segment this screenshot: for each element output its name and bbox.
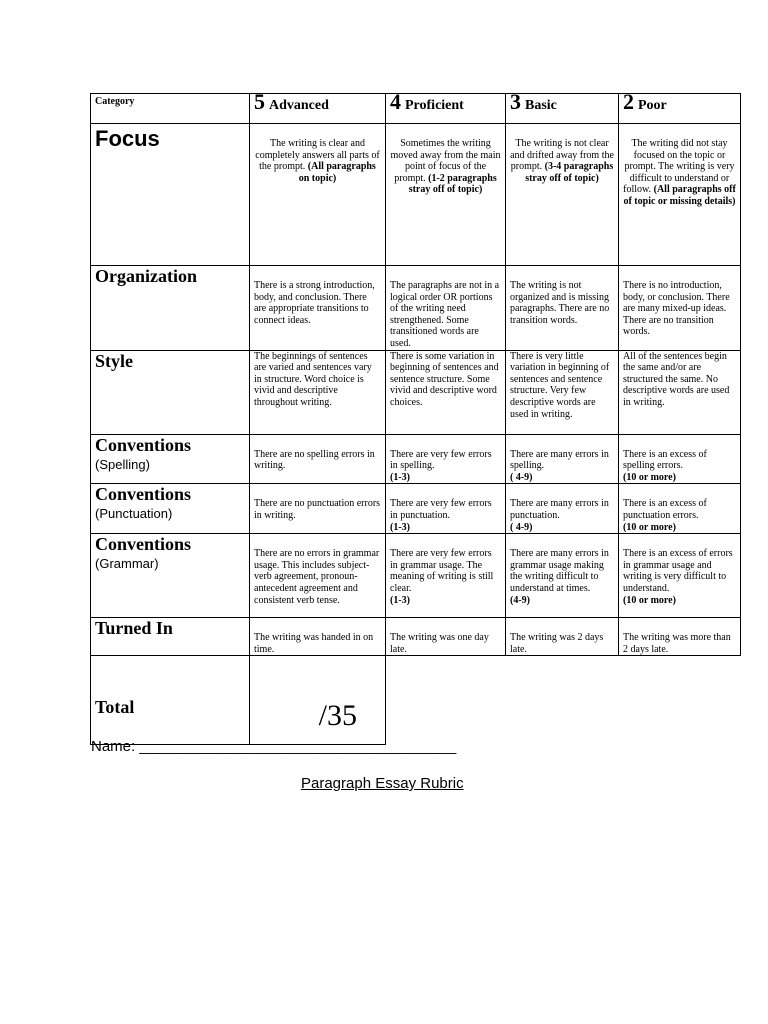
rubric-cell <box>250 124 386 266</box>
cell-text: There is an excess of errors in grammar usage and writing is very difficult to understand. <box>623 548 733 594</box>
rubric-cell <box>250 618 386 656</box>
rubric-cell <box>386 434 506 484</box>
empty-cell <box>386 656 506 745</box>
cell-text: There are no punctuation errors in writing. <box>254 498 381 521</box>
cell-text: There are many errors in grammar usage making the writing difficult to understand at times. <box>510 548 609 594</box>
cell-bold-text: (1-3) <box>390 471 410 483</box>
cell-text: There is some variation in beginning of sentences and sentence structure. Some vivid and descriptive word choices. <box>390 350 499 408</box>
cell-text: There are no spelling errors in writing. <box>254 448 375 472</box>
total-label-cell <box>91 656 250 745</box>
cell-bold-text: (10 or more) <box>623 594 676 606</box>
rubric-cell <box>619 350 741 434</box>
rubric-cell <box>619 124 741 266</box>
category-label: Conventions <box>95 434 192 455</box>
cell-text: There is a strong introduction, body, and conclusion. There are appropriate transitions to connect ideas. <box>254 280 375 326</box>
level-number: 3 <box>510 89 521 114</box>
category-label: Style <box>95 350 133 371</box>
rubric-cell <box>386 484 506 534</box>
rubric-cell <box>619 534 741 618</box>
row-turned-in <box>91 618 741 656</box>
cell-bold-text: (All paragraphs on topic) <box>298 161 376 184</box>
total-score: /35 <box>318 699 357 733</box>
header-level-2 <box>619 89 741 124</box>
cell-text: There is an excess of spelling errors. <box>623 448 707 472</box>
cell-bold-text: (3-4 paragraphs stray off of topic) <box>525 161 614 184</box>
row-conventions-punctuation <box>91 484 741 534</box>
level-number: 5 <box>254 89 265 114</box>
cell-text: There are many errors in spelling. <box>510 448 609 472</box>
name-line: Name: ______________________________________ <box>91 738 457 755</box>
cell-bold-text: ( 4-9) <box>510 521 533 533</box>
header-category: Category <box>91 94 250 124</box>
rubric-cell <box>386 124 506 266</box>
rubric-table <box>90 89 741 745</box>
row-organization <box>91 266 741 351</box>
cell-text: The writing was one day late. <box>390 632 489 655</box>
total-score-cell <box>250 656 386 745</box>
rubric-cell <box>506 350 619 434</box>
cell-text: The beginnings of sentences are varied and sentences vary in structure. Word choice is vivid and descriptive throughout writing. <box>254 350 372 408</box>
cell-text: There is an excess of punctuation errors. <box>623 498 707 521</box>
cell-text: There are very few errors in spelling. <box>390 448 492 472</box>
rubric-cell <box>250 534 386 618</box>
cell-text: The writing is not clear and drifted away from the prompt. <box>510 138 614 173</box>
category-label: Conventions <box>95 534 192 555</box>
cell-text: The writing did not stay focused on the topic or prompt. The writing is very difficult to understand or follow. <box>623 138 735 196</box>
rubric-cell <box>386 534 506 618</box>
cell-text: The writing was handed in on time. <box>254 632 374 655</box>
category-sublabel: (Punctuation) <box>95 506 173 522</box>
rubric-cell <box>619 434 741 484</box>
rubric-cell <box>506 266 619 351</box>
level-name: Poor <box>638 98 667 113</box>
document-title: Paragraph Essay Rubric <box>301 775 464 792</box>
rubric-cell <box>506 484 619 534</box>
rubric-cell <box>506 534 619 618</box>
cell-text: There are very few errors in grammar usage. The meaning of writing is still clear. <box>390 548 494 594</box>
cell-bold-text: (4-9) <box>510 594 530 606</box>
rubric-cell <box>250 350 386 434</box>
cell-bold-text: (1-3) <box>390 594 410 606</box>
cell-text: All of the sentences begin the same and/or are structured the same. No descriptive words are used in writing. <box>623 350 730 408</box>
category-cell <box>91 124 250 266</box>
category-cell <box>91 618 250 656</box>
rubric-cell <box>250 434 386 484</box>
level-name: Proficient <box>405 98 464 113</box>
category-cell <box>91 350 250 434</box>
empty-cell <box>506 656 619 745</box>
cell-bold-text: (1-3) <box>390 521 410 533</box>
row-conventions-spelling <box>91 434 741 484</box>
level-name: Advanced <box>269 98 329 113</box>
rubric-cell <box>506 618 619 656</box>
cell-bold-text: (1-2 paragraphs stray off of topic) <box>408 172 497 196</box>
cell-text: There is very little variation in beginning of sentences and sentence structure. Very few descriptive words are used in writing. <box>510 350 610 420</box>
header-row <box>91 94 741 124</box>
cell-text: Sometimes the writing moved away from the main point of focus of the prompt. <box>390 138 501 184</box>
rubric-cell <box>250 266 386 351</box>
cell-text: The writing is clear and completely answers all parts of the prompt. <box>255 138 380 173</box>
empty-cell <box>619 656 741 745</box>
level-name: Basic <box>525 98 557 113</box>
category-sublabel: (Spelling) <box>95 456 150 472</box>
rubric-cell <box>386 266 506 351</box>
cell-text: The writing is not organized and is missing paragraphs. There are no transition words. <box>510 280 610 326</box>
rubric-cell <box>619 484 741 534</box>
row-focus <box>91 124 741 266</box>
level-number: 4 <box>390 89 401 114</box>
cell-text: There are very few errors in punctuation. <box>390 498 492 521</box>
total-label: Total <box>95 697 135 718</box>
category-cell <box>91 534 250 618</box>
rubric-cell <box>506 124 619 266</box>
category-cell <box>91 484 250 534</box>
cell-text: The paragraphs are not in a logical order OR portions of the writing need strengthened. Some transitioned words are used. <box>390 280 500 349</box>
category-label: Focus <box>95 126 160 151</box>
cell-text: There are many errors in punctuation. <box>510 498 609 521</box>
cell-text: The writing was more than 2 days late. <box>623 632 731 655</box>
level-number: 2 <box>623 89 634 114</box>
header-level-4 <box>386 89 506 124</box>
row-style <box>91 350 741 434</box>
header-level-3 <box>506 89 619 124</box>
rubric-cell <box>250 484 386 534</box>
category-sublabel: (Grammar) <box>95 556 159 572</box>
row-conventions-grammar <box>91 534 741 618</box>
category-cell <box>91 266 250 351</box>
row-total <box>91 656 741 745</box>
cell-bold-text: (All paragraphs off of topic or missing details) <box>623 184 736 207</box>
cell-bold-text: (10 or more) <box>623 521 676 533</box>
rubric-cell <box>386 350 506 434</box>
header-level-5 <box>250 89 386 124</box>
category-label: Turned In <box>95 618 173 639</box>
cell-bold-text: ( 4-9) <box>510 471 533 483</box>
cell-text: The writing was 2 days late. <box>510 632 604 655</box>
rubric-cell <box>619 266 741 351</box>
cell-text: There are no errors in grammar usage. This includes subject-verb agreement, pronoun-antecedent agreement and consistent verb tense. <box>254 548 380 606</box>
rubric-cell <box>506 434 619 484</box>
rubric-cell <box>386 618 506 656</box>
rubric-cell <box>619 618 741 656</box>
category-label: Organization <box>95 266 197 286</box>
category-label: Conventions <box>95 484 192 505</box>
cell-text: There is no introduction, body, or conclusion. There are many mixed-up ideas. There are no transition words. <box>623 280 730 338</box>
cell-bold-text: (10 or more) <box>623 471 676 483</box>
category-cell <box>91 434 250 484</box>
